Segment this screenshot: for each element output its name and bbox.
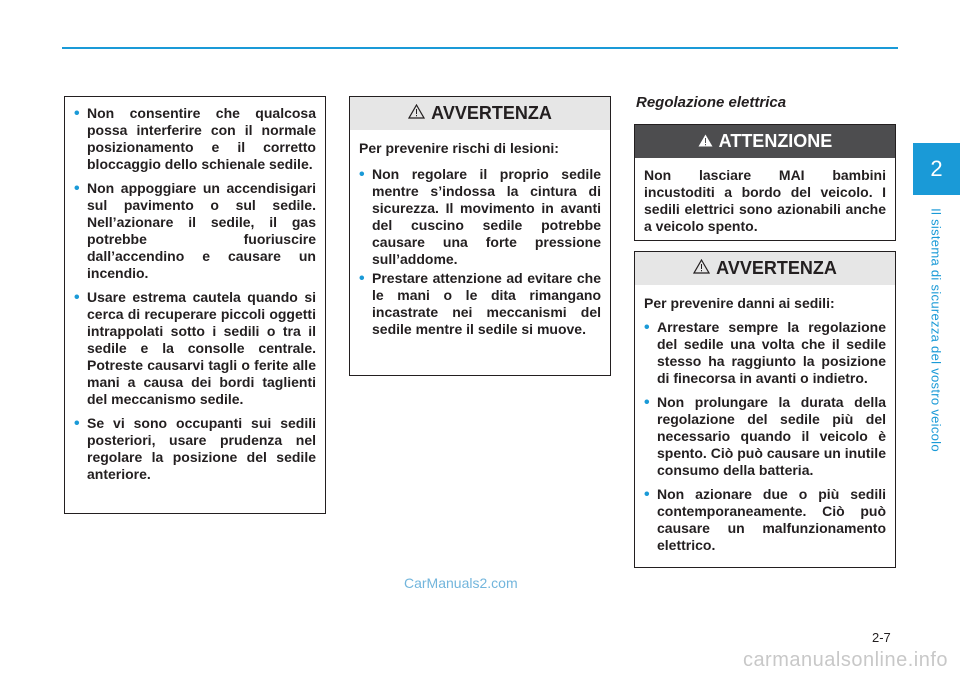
warning-triangle-icon bbox=[693, 258, 710, 279]
middle-warning-box bbox=[349, 96, 611, 376]
list-item: • Arrestare sempre la regolazione del sedile una volta che il sedile stesso ha raggiunto la posizione di finecorsa in avanti o indietro. bbox=[644, 319, 886, 387]
list-item: • Non appoggiare un accendisigari sul pavimento o sul sedile. Nell’azionare il sedile, il gas potrebbe fuoriuscire dall’accendino e causare un incendio. bbox=[74, 180, 316, 282]
left-warning-box bbox=[64, 96, 326, 514]
warning-triangle-icon bbox=[698, 131, 713, 152]
warning-lead: Per prevenire rischi di lesioni: bbox=[359, 140, 559, 156]
right-warning-box bbox=[634, 251, 896, 568]
attention-text: Non lasciare MAI bambini incustoditi a bordo del veicolo. I sedili elettrici sono azionabili anche a veicolo spento. bbox=[644, 167, 886, 234]
chapter-number: 2 bbox=[930, 156, 943, 181]
page-number: 2-7 bbox=[872, 630, 891, 645]
list-item: • Usare estrema cautela quando si cerca di recuperare piccoli oggetti intrappolati sotto i sedili o tra il sedile e la consolle centrale. Potreste causarvi tagli o ferite alle mani a causa dei bordi taglienti del meccanismo sedile. bbox=[74, 289, 316, 408]
list-item: • Non azionare due o più sedili contemporaneamente. Ciò può causare un malfunzionamento elettrico. bbox=[644, 486, 886, 554]
site-watermark: CarManuals2.com bbox=[404, 575, 518, 591]
chapter-tab bbox=[913, 143, 960, 195]
section-heading: Regolazione elettrica bbox=[636, 94, 787, 111]
attention-box bbox=[634, 124, 896, 241]
warning-header bbox=[350, 97, 610, 130]
attention-header-label: ATTENZIONE bbox=[718, 131, 833, 151]
warning-header-label: AVVERTENZA bbox=[431, 103, 552, 123]
list-item: • Non prolungare la durata della regolazione del sedile più del necessario quando il veicolo è spento. Ciò può causare un inutile consumo della batteria. bbox=[644, 394, 886, 479]
warning-triangle-icon bbox=[408, 103, 425, 124]
warning-header-label: AVVERTENZA bbox=[716, 258, 837, 278]
chapter-title: Il sistema di sicurezza del vostro veicolo bbox=[928, 208, 944, 452]
attention-header bbox=[635, 125, 895, 158]
list-item: • Prestare attenzione ad evitare che le mani o le dita rimangano incastrate nei meccanismi del sedile mentre il sedile si muove. bbox=[359, 270, 601, 338]
warning-lead: Per prevenire danni ai sedili: bbox=[644, 295, 835, 311]
list-item: • Se vi sono occupanti sui sedili posteriori, usare prudenza nel regolare la posizione del sedile anteriore. bbox=[74, 415, 316, 483]
footer-watermark: carmanualsonline.info bbox=[742, 649, 948, 671]
list-item: • Non regolare il proprio sedile mentre s’indossa la cintura di sicurezza. Il movimento in avanti del cuscino sedile potrebbe causare una forte pressione sull’addome. bbox=[359, 166, 601, 268]
warning-header bbox=[635, 252, 895, 285]
top-rule bbox=[62, 47, 898, 49]
list-item: • Non consentire che qualcosa possa interferire con il normale posizionamento e il corretto bloccaggio dello schienale sedile. bbox=[74, 105, 316, 173]
